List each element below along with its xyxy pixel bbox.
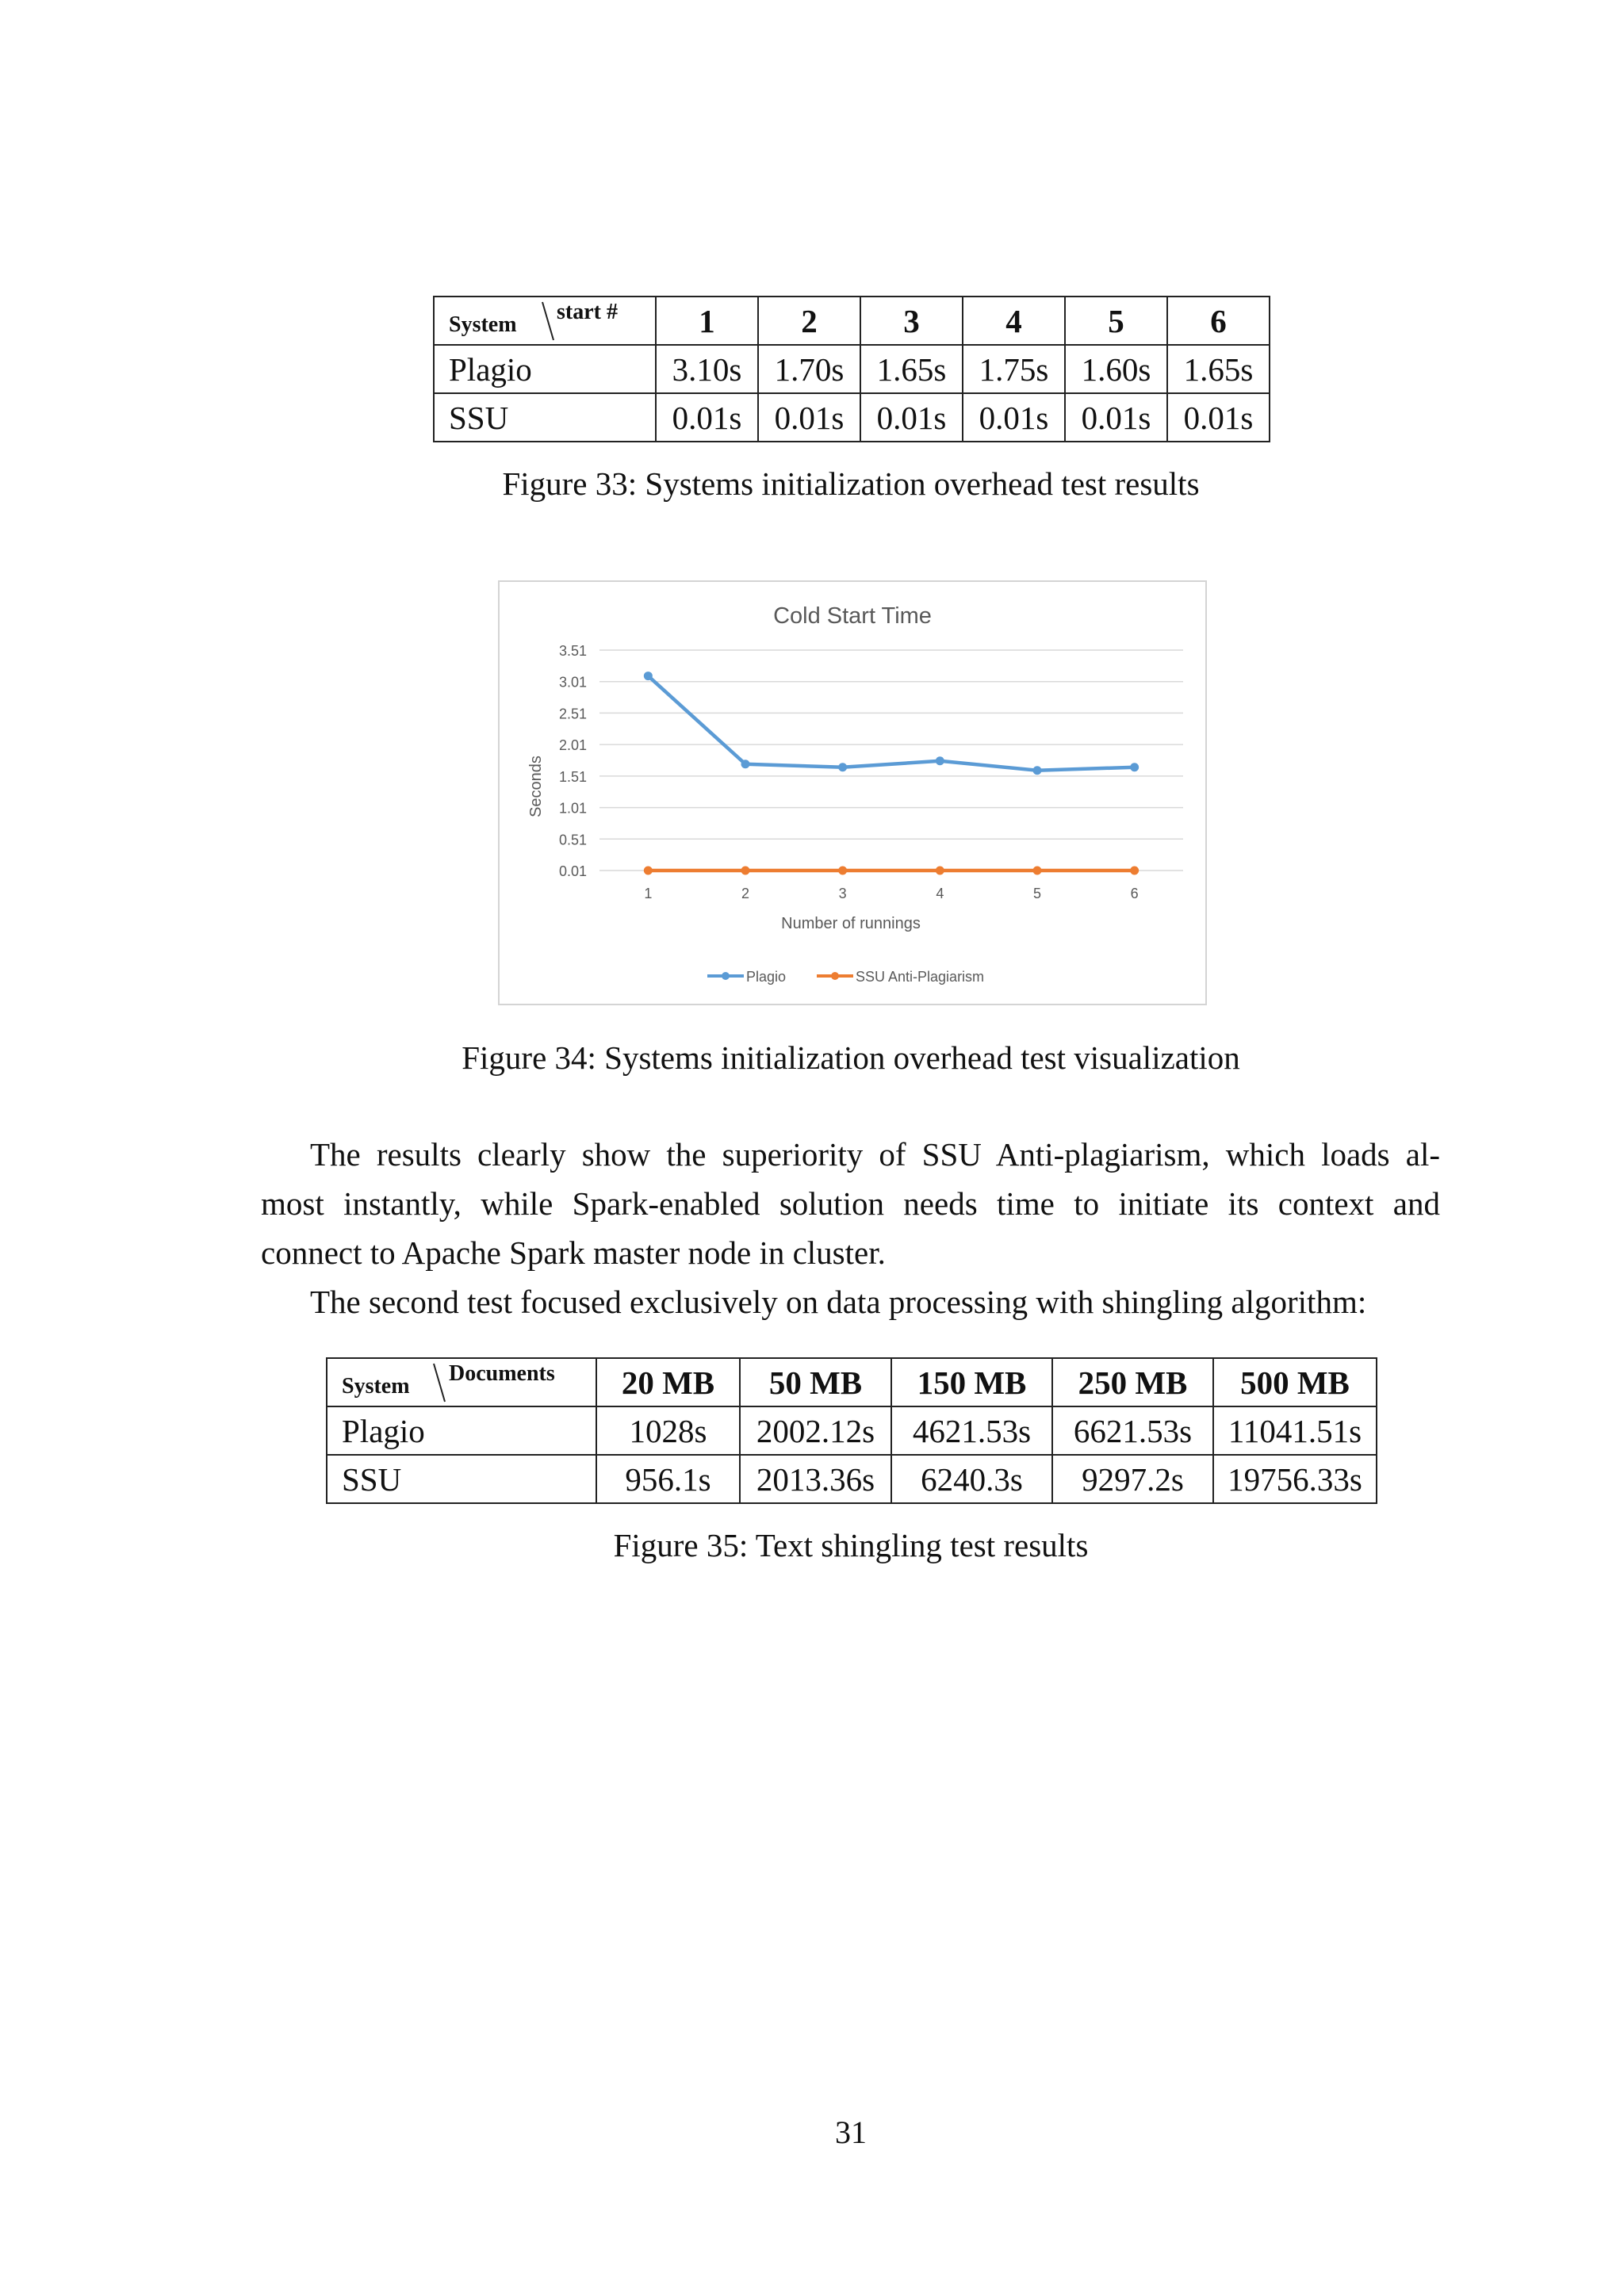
table-cell: 11041.51s [1213,1406,1377,1455]
legend-label-ssu: SSU Anti-Plagiarism [856,969,985,985]
data-point [1130,763,1139,771]
column-header: 50 MB [740,1358,891,1406]
table-cell: 19756.33s [1213,1455,1377,1503]
column-header: 250 MB [1052,1358,1213,1406]
x-axis-label: Number of runnings [781,915,921,932]
legend [707,969,984,985]
data-point [1033,766,1042,775]
y-axis-label: Seconds [527,756,545,817]
chart-canvas [500,582,1205,1004]
table-cell: 1.75s [963,345,1065,393]
table-row [434,393,1270,442]
x-tick-label: 4 [936,886,944,901]
column-header: 20 MB [596,1358,740,1406]
y-tick-label: 0.51 [558,832,587,848]
column-header: 150 MB [891,1358,1052,1406]
data-point [741,760,750,768]
column-header: 3 [860,297,963,345]
data-point [838,763,847,771]
y-tick-label: 1.51 [558,768,587,785]
table-row [327,1406,1377,1455]
data-point [644,672,653,680]
table-cell: 0.01s [860,393,963,442]
figure-35-caption: Figure 35: Text shingling test results [613,1527,1089,1563]
row-label: SSU [434,393,656,442]
figure-33-caption: Figure 33: Systems initialization overhead test results [502,465,1200,502]
shingling-table [326,1357,1377,1504]
column-header: 6 [1167,297,1270,345]
table-cell: 0.01s [963,393,1065,442]
chart-title: Cold Start Time [773,603,932,629]
corner-row-label: System [342,1374,410,1399]
y-tick-label: 3.01 [558,674,587,691]
table-cell: 1028s [596,1406,740,1455]
table-cell: 4621.53s [891,1406,1052,1455]
column-header: 4 [963,297,1065,345]
y-tick-label: 2.51 [558,706,587,722]
x-tick-label: 6 [1130,886,1139,901]
row-label: Plagio [434,345,656,393]
table-cell: 0.01s [758,393,860,442]
table-row [327,1455,1377,1503]
table-cell: 0.01s [656,393,758,442]
x-tick-label: 2 [741,886,750,901]
data-point [936,867,944,875]
table-cell: 1.65s [860,345,963,393]
corner-cell [327,1358,596,1406]
x-tick-label: 3 [838,886,847,901]
table-cell: 1.70s [758,345,860,393]
table-cell: 6621.53s [1052,1406,1213,1455]
paragraph-line: The results clearly show the superiority of SSU Anti-plagiarism, which loads al- [310,1136,1440,1173]
table-cell: 2002.12s [740,1406,891,1455]
corner-col-label: Documents [449,1361,555,1386]
column-header: 2 [758,297,860,345]
table-header-row [434,297,1270,345]
column-header: 1 [656,297,758,345]
y-tick-label: 3.51 [558,643,587,659]
corner-row-label: System [449,312,517,337]
data-point [644,867,653,875]
data-point [936,756,944,765]
data-point [838,867,847,875]
y-tick-label: 2.01 [558,737,587,754]
legend-label-plagio: Plagio [746,969,787,985]
table-cell: 3.10s [656,345,758,393]
paragraph-second-test: The second test focused exclusively on data processing with shingling algorithm: [310,1284,1367,1320]
y-tick-label: 1.01 [558,800,587,817]
paragraph-line: connect to Apache Spark master node in cluster. [261,1234,886,1271]
legend-marker-plagio [722,972,730,980]
page-number: 31 [835,2114,867,2150]
table-cell: 0.01s [1065,393,1167,442]
table-cell: 6240.3s [891,1455,1052,1503]
table-cell: 9297.2s [1052,1455,1213,1503]
legend-marker-ssu [831,972,839,980]
x-tick-label: 1 [644,886,653,901]
column-header: 500 MB [1213,1358,1377,1406]
corner-cell [434,297,656,345]
table-header-row [327,1358,1377,1406]
data-point [741,867,750,875]
init-overhead-table [433,296,1270,442]
paragraph-line: most instantly, while Spark-enabled solution needs time to initiate its context and [261,1185,1440,1222]
data-point [1033,867,1042,875]
y-tick-label: 0.01 [558,863,587,879]
cold-start-chart [498,580,1207,1005]
column-header: 5 [1065,297,1167,345]
table-cell: 1.65s [1167,345,1270,393]
row-label: SSU [327,1455,596,1503]
series-line-0 [648,676,1134,771]
table-cell: 2013.36s [740,1455,891,1503]
paragraph-results [261,1130,1440,1326]
table-cell: 1.60s [1065,345,1167,393]
x-tick-label: 5 [1032,886,1042,901]
table-cell: 0.01s [1167,393,1270,442]
table-row [434,345,1270,393]
figure-34-caption: Figure 34: Systems initialization overhead test visualization [462,1039,1240,1076]
data-point [1130,867,1139,875]
table-cell: 956.1s [596,1455,740,1503]
row-label: Plagio [327,1406,596,1455]
corner-col-label: start # [557,300,618,324]
